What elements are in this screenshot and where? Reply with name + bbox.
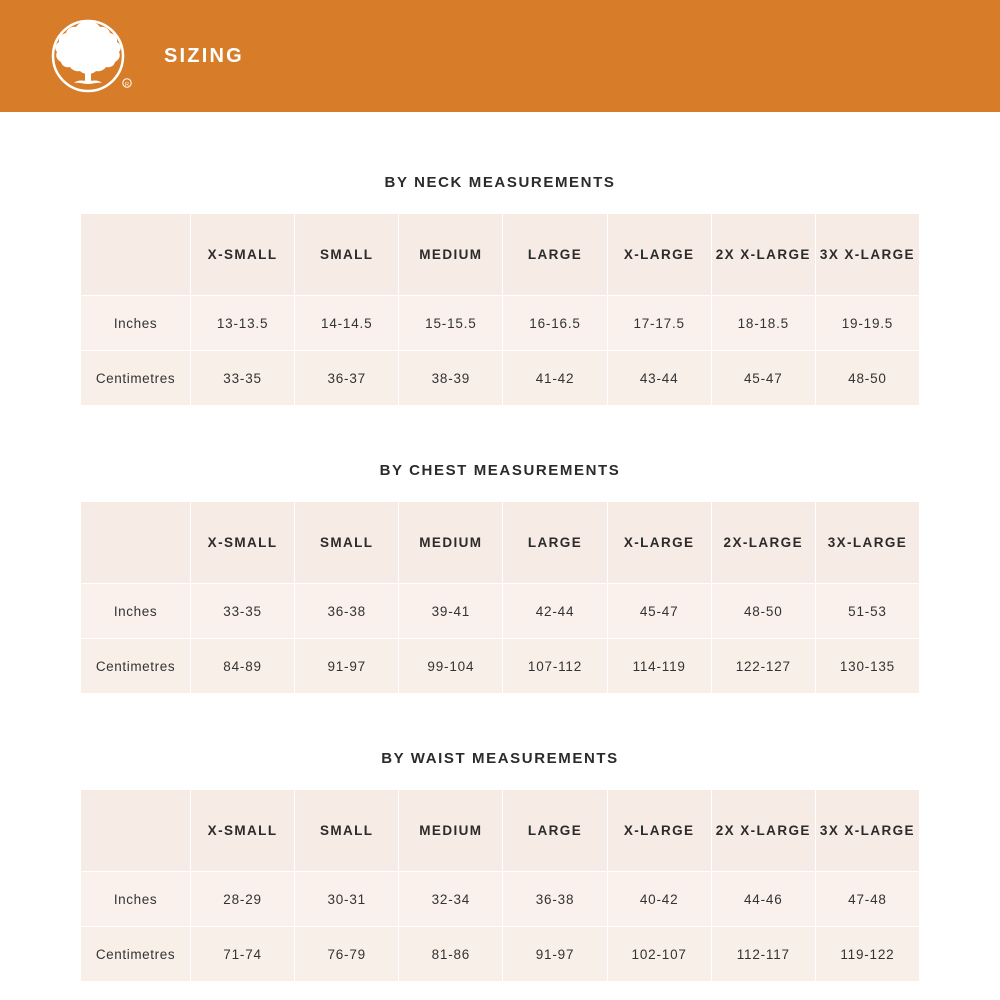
table-cell: 41-42 (503, 351, 607, 406)
table-cell: 112-117 (711, 927, 815, 982)
table-cell: 14-14.5 (295, 296, 399, 351)
column-header: X-LARGE (607, 502, 711, 584)
size-table-waist (80, 789, 920, 982)
section-chest (80, 406, 920, 694)
section-title-chest: BY CHEST MEASUREMENTS (379, 462, 621, 479)
table-cell: 43-44 (607, 351, 711, 406)
table-corner-cell (81, 502, 191, 584)
table-corner-cell (81, 790, 191, 872)
table-row (81, 872, 920, 927)
column-header: 2X-LARGE (711, 502, 815, 584)
column-header: LARGE (503, 502, 607, 584)
table-cell: 84-89 (191, 639, 295, 694)
table-cell: 40-42 (607, 872, 711, 927)
table-cell: 48-50 (815, 351, 919, 406)
column-header: X-LARGE (607, 214, 711, 296)
size-table-neck (80, 213, 920, 406)
column-header: LARGE (503, 790, 607, 872)
table-row (81, 296, 920, 351)
table-cell: 76-79 (295, 927, 399, 982)
size-table-chest (80, 501, 920, 694)
table-cell: 32-34 (399, 872, 503, 927)
table-cell: 71-74 (191, 927, 295, 982)
table-cell: 119-122 (815, 927, 919, 982)
row-label: Centimetres (81, 927, 191, 982)
row-label: Inches (81, 584, 191, 639)
table-cell: 28-29 (191, 872, 295, 927)
column-header: 2X X-LARGE (711, 214, 815, 296)
column-header: 3X X-LARGE (815, 214, 919, 296)
page-title: SIZING (164, 44, 244, 67)
row-label: Inches (81, 872, 191, 927)
page-header (0, 0, 1000, 112)
table-cell: 36-38 (503, 872, 607, 927)
section-title-neck: BY NECK MEASUREMENTS (384, 174, 616, 191)
table-cell: 45-47 (711, 351, 815, 406)
table-cell: 44-46 (711, 872, 815, 927)
section-waist (80, 694, 920, 982)
table-cell: 91-97 (295, 639, 399, 694)
sizing-content (0, 112, 1000, 982)
table-cell: 47-48 (815, 872, 919, 927)
timberland-tree-logo-icon (44, 17, 132, 95)
table-cell: 81-86 (399, 927, 503, 982)
table-row (81, 351, 920, 406)
table-cell: 30-31 (295, 872, 399, 927)
column-header: 2X X-LARGE (711, 790, 815, 872)
row-label: Centimetres (81, 639, 191, 694)
table-cell: 36-37 (295, 351, 399, 406)
column-header: 3X-LARGE (815, 502, 919, 584)
table-cell: 102-107 (607, 927, 711, 982)
table-cell: 33-35 (191, 351, 295, 406)
row-label: Inches (81, 296, 191, 351)
table-row (81, 584, 920, 639)
table-cell: 51-53 (815, 584, 919, 639)
column-header: MEDIUM (399, 214, 503, 296)
table-cell: 42-44 (503, 584, 607, 639)
table-cell: 16-16.5 (503, 296, 607, 351)
table-cell: 38-39 (399, 351, 503, 406)
table-row (81, 927, 920, 982)
table-header-row (81, 790, 920, 872)
table-cell: 48-50 (711, 584, 815, 639)
svg-text:R: R (125, 82, 129, 88)
table-cell: 39-41 (399, 584, 503, 639)
column-header: MEDIUM (399, 502, 503, 584)
table-header-row (81, 214, 920, 296)
table-cell: 19-19.5 (815, 296, 919, 351)
column-header: LARGE (503, 214, 607, 296)
section-neck (80, 112, 920, 406)
column-header: 3X X-LARGE (815, 790, 919, 872)
column-header: X-LARGE (607, 790, 711, 872)
table-row (81, 639, 920, 694)
column-header: SMALL (295, 502, 399, 584)
table-cell: 13-13.5 (191, 296, 295, 351)
column-header: X-SMALL (191, 502, 295, 584)
table-cell: 17-17.5 (607, 296, 711, 351)
table-cell: 114-119 (607, 639, 711, 694)
section-title-waist: BY WAIST MEASUREMENTS (381, 750, 619, 767)
column-header: X-SMALL (191, 790, 295, 872)
table-cell: 15-15.5 (399, 296, 503, 351)
column-header: SMALL (295, 214, 399, 296)
table-cell: 18-18.5 (711, 296, 815, 351)
column-header: MEDIUM (399, 790, 503, 872)
table-cell: 91-97 (503, 927, 607, 982)
table-cell: 36-38 (295, 584, 399, 639)
table-corner-cell (81, 214, 191, 296)
row-label: Centimetres (81, 351, 191, 406)
column-header: X-SMALL (191, 214, 295, 296)
table-cell: 99-104 (399, 639, 503, 694)
table-cell: 107-112 (503, 639, 607, 694)
table-header-row (81, 502, 920, 584)
table-cell: 45-47 (607, 584, 711, 639)
table-cell: 33-35 (191, 584, 295, 639)
table-cell: 130-135 (815, 639, 919, 694)
table-cell: 122-127 (711, 639, 815, 694)
column-header: SMALL (295, 790, 399, 872)
